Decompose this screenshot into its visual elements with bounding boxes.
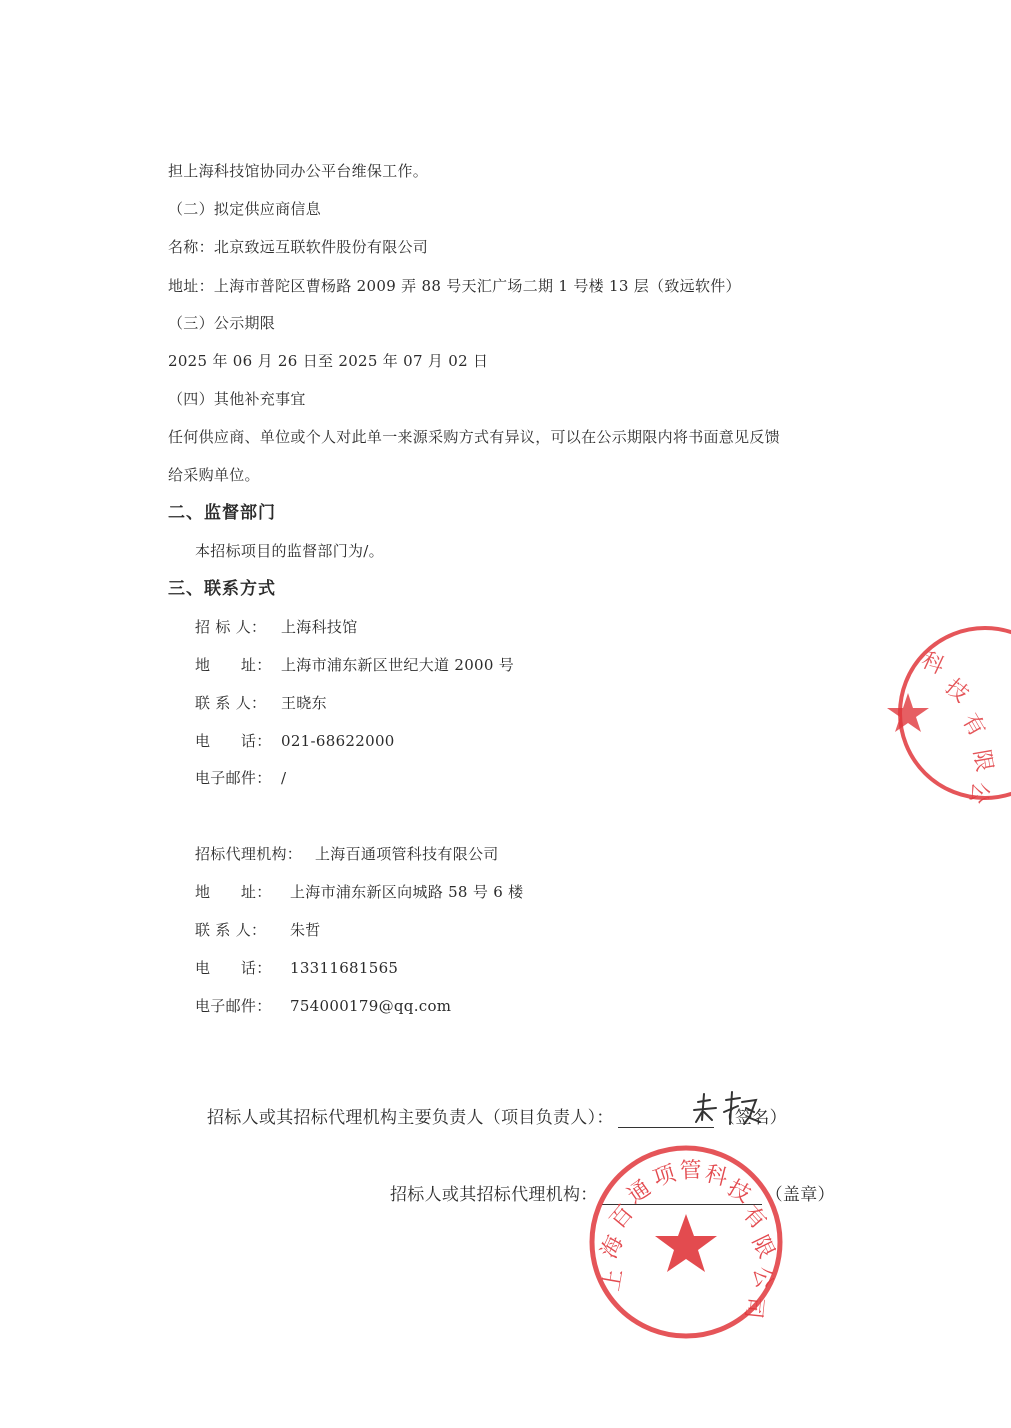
period-heading: （三）公示期限 [168, 314, 276, 332]
supplier-name: 名称：北京致远互联软件股份有限公司 [168, 238, 429, 256]
svg-text:通: 通 [623, 1175, 656, 1209]
svg-text:百: 百 [605, 1200, 639, 1234]
tenderer-email-row [195, 768, 286, 788]
org-label: 招标人或其招标代理机构： [390, 1185, 598, 1205]
svg-text:技: 技 [940, 674, 974, 708]
tenderer-phone-value: 021-68622000 [281, 732, 395, 750]
agency-name-row [195, 844, 499, 864]
tenderer-address-row [195, 655, 514, 675]
contact-heading: 三、联系方式 [168, 579, 276, 599]
svg-text:上: 上 [599, 1267, 628, 1294]
continuation-text: 担上海科技馆协同办公平台维保工作。 [168, 162, 429, 180]
tenderer-email-label: 电子邮件： [195, 769, 272, 787]
other-text-line1: 任何供应商、单位或个人对此单一来源采购方式有异议，可以在公示期限内将书面意见反馈 [168, 428, 781, 446]
supervision-heading: 二、监督部门 [168, 503, 276, 523]
tenderer-email-value: / [281, 769, 287, 787]
agency-name-label: 招标代理机构： [195, 845, 303, 863]
company-seal-stamp [586, 1142, 786, 1342]
agency-email-row [195, 996, 451, 1016]
other-heading: （四）其他补充事宜 [168, 390, 306, 408]
agency-address-value: 上海市浦东新区向城路 58 号 6 楼 [290, 883, 524, 901]
tenderer-phone-row [195, 731, 395, 751]
svg-text:项: 项 [650, 1161, 679, 1192]
agency-address-row [195, 882, 523, 902]
other-text-line2: 给采购单位。 [168, 466, 260, 484]
tenderer-name-value: 上海科技馆 [281, 618, 358, 636]
right-seal-stamp [880, 615, 1011, 815]
agency-phone-label: 电 话： [195, 959, 272, 977]
svg-text:科: 科 [917, 647, 948, 680]
agency-email-value: 754000179@qq.com [290, 997, 452, 1015]
agency-address-label: 地 址： [195, 883, 272, 901]
svg-text:有: 有 [956, 709, 990, 742]
svg-text:限: 限 [746, 1231, 779, 1263]
svg-text:管: 管 [679, 1158, 703, 1184]
svg-text:公: 公 [964, 779, 993, 806]
svg-text:限: 限 [968, 747, 997, 774]
svg-text:海: 海 [596, 1232, 629, 1263]
supervision-text: 本招标项目的监督部门为/。 [195, 542, 384, 560]
svg-text:有: 有 [737, 1201, 771, 1235]
tenderer-address-value: 上海市浦东新区世纪大道 2000 号 [281, 656, 515, 674]
agency-contact-row [195, 920, 321, 940]
svg-text:技: 技 [723, 1175, 755, 1209]
agency-phone-row [195, 958, 398, 978]
tenderer-address-label: 地 址： [195, 656, 272, 674]
svg-text:司: 司 [739, 1295, 767, 1320]
agency-name-value: 上海百通项管科技有限公司 [315, 845, 499, 863]
tenderer-contact-row [195, 693, 327, 713]
supplier-heading: （二）拟定供应商信息 [168, 200, 322, 218]
tenderer-phone-label: 电 话： [195, 732, 272, 750]
svg-text:科: 科 [702, 1161, 730, 1192]
sign-suffix: （签名） [717, 1108, 787, 1128]
agency-email-label: 电子邮件： [195, 997, 272, 1015]
handwritten-signature [690, 1090, 770, 1130]
signer-label: 招标人或其招标代理机构主要负责人（项目负责人）： [207, 1108, 614, 1128]
seal-suffix: （盖章） [765, 1185, 835, 1205]
agency-phone-value: 13311681565 [290, 959, 399, 977]
tenderer-contact-label: 联 系 人： [195, 694, 267, 712]
supplier-address: 地址：上海市普陀区曹杨路 2009 弄 88 号天汇广场二期 1 号楼 13 层（致远软件） [168, 277, 741, 295]
tenderer-name-row [195, 617, 358, 637]
svg-text:公: 公 [748, 1264, 777, 1291]
agency-contact-value: 朱哲 [290, 921, 321, 939]
agency-contact-label: 联 系 人： [195, 921, 267, 939]
period-value: 2025 年 06 月 26 日至 2025 年 07 月 02 日 [168, 352, 489, 370]
tenderer-name-label: 招 标 人： [195, 618, 267, 636]
tenderer-contact-value: 王晓东 [281, 694, 327, 712]
